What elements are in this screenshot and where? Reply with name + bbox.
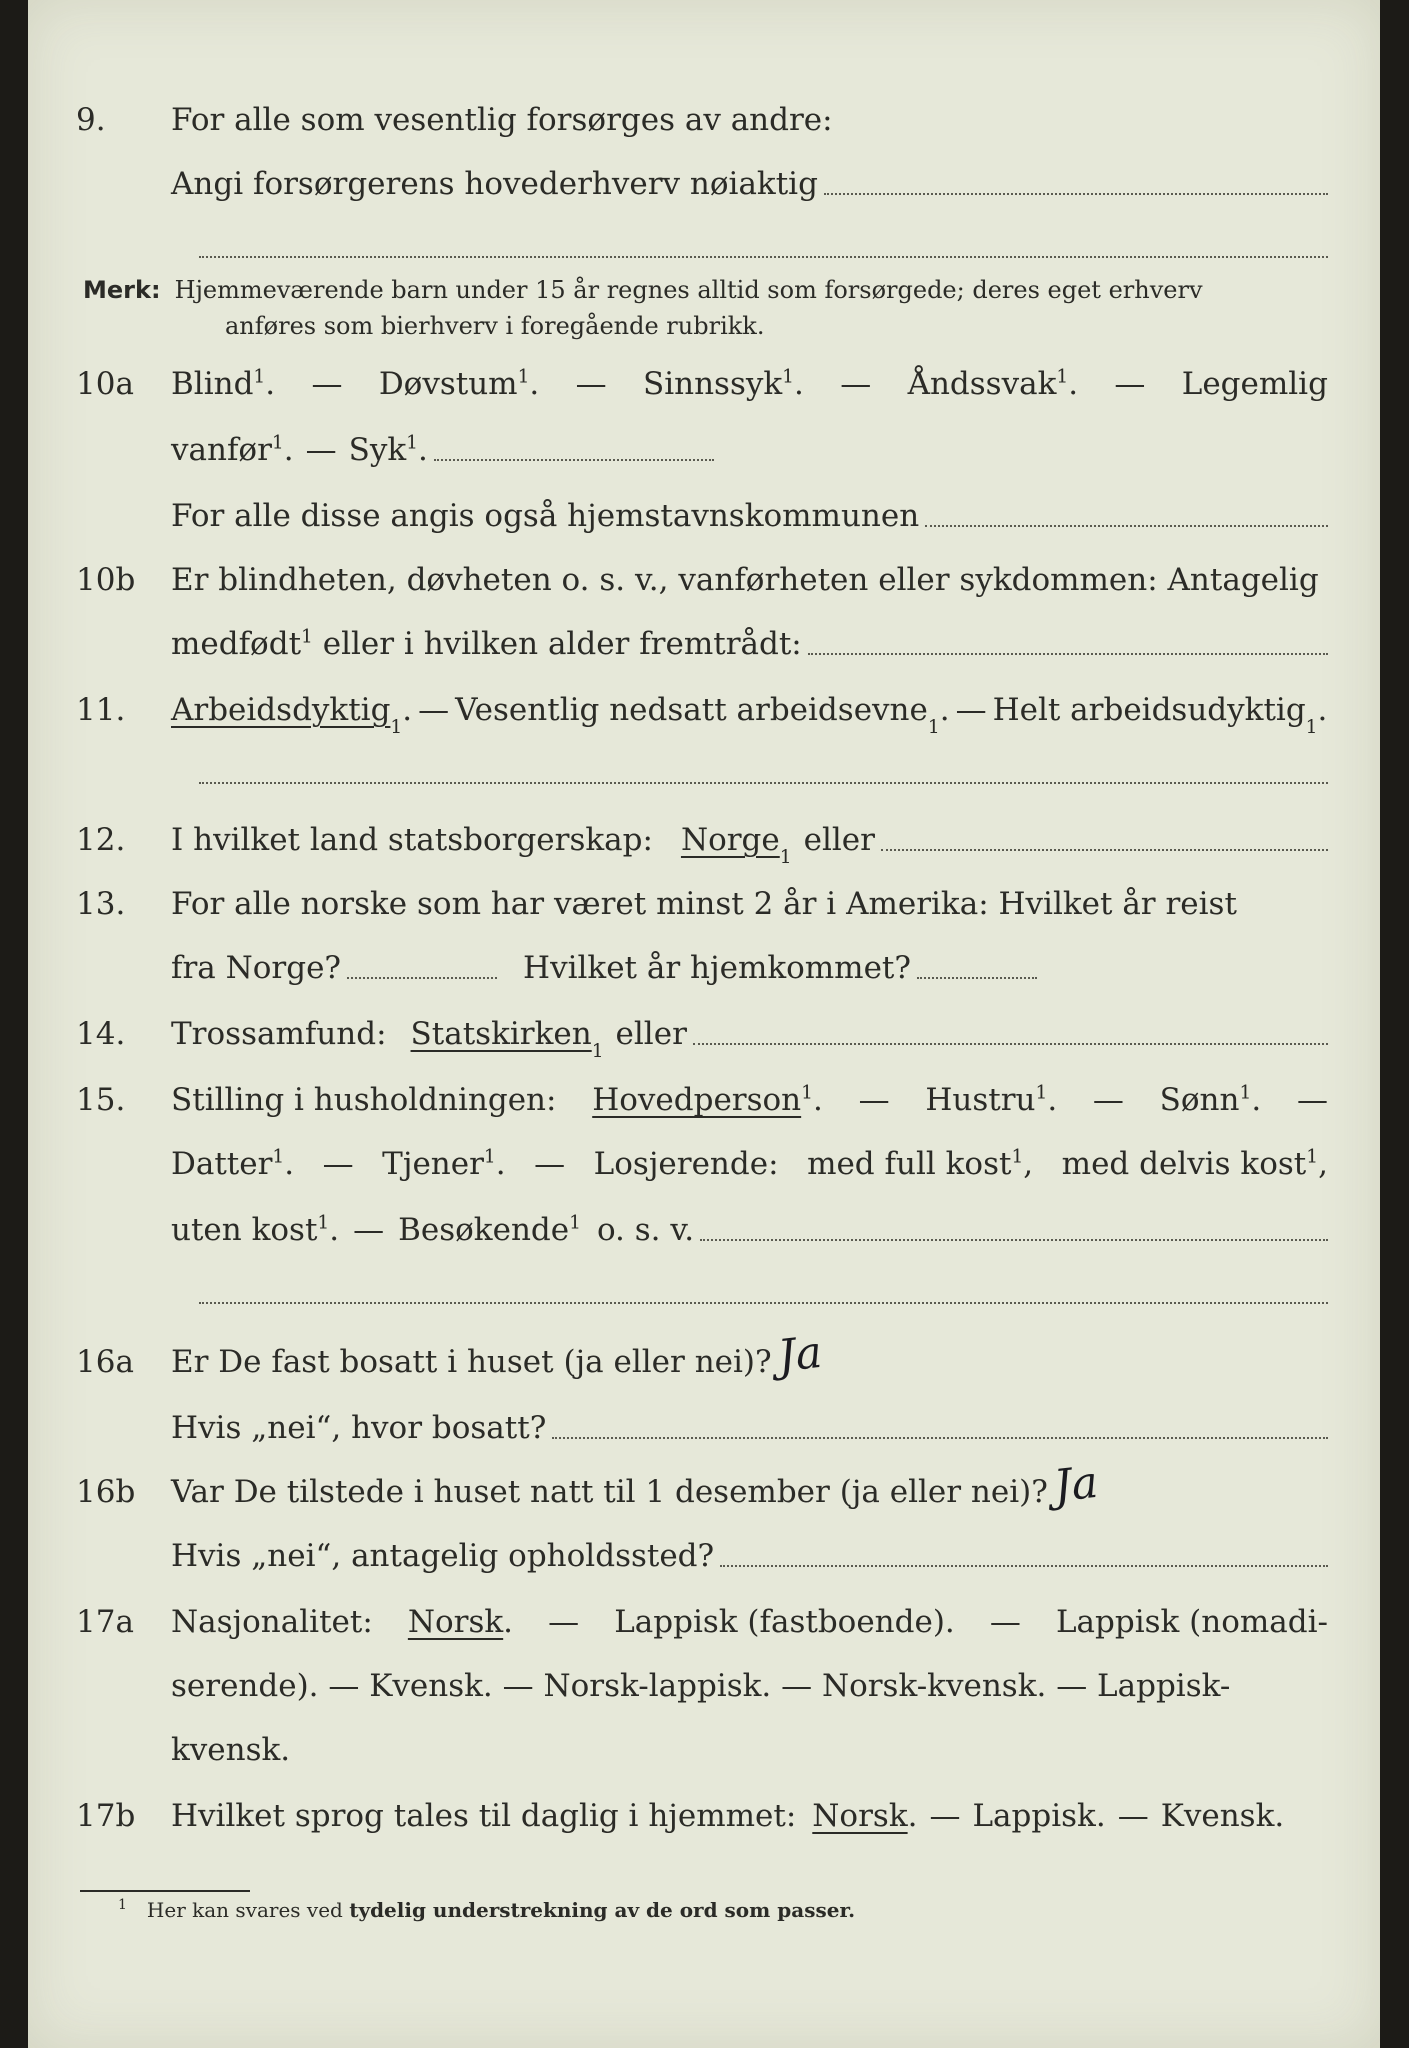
question-15-line2: Datter$^1$. — Tjener$^1$. — Losjerende: med full kost$^1$, med delvis kost$^1$, (171, 1146, 1328, 1182)
question-13 (28, 882, 1380, 926)
answer-line[interactable] (808, 652, 1328, 655)
question-16a-line2: Hvis „nei“, hvor bosatt? (28, 1406, 1380, 1450)
option-lappisk[interactable]: Lappisk (972, 1798, 1096, 1834)
option-vesentlig-nedsatt[interactable]: Vesentlig nedsatt arbeidsevne (455, 692, 928, 728)
question-text: For alle som vesentlig forsørges av andre: (171, 102, 833, 138)
answer-line[interactable] (700, 1238, 1328, 1241)
option-legemlig[interactable]: Legemlig (1181, 366, 1328, 402)
option-helt-arbeidsudyktig[interactable]: Helt arbeidsudyktig (992, 692, 1306, 728)
footnote: $^1$ Her kan svares ved tydelig understrekning av de ord som passer. (118, 1897, 856, 1922)
answer-line[interactable] (881, 848, 1328, 851)
question-11: 11. Arbeidsdyktig 1 . — Vesentlig nedsatt arbeidsevne 1 . — Helt arbeidsudyktig 1 . (76, 692, 1328, 738)
question-10a: 10a Blind$^1$. — Døvstum$^1$. — Sinnssyk$^1$. — Åndssvak$^1$. — Legemlig (76, 366, 1328, 402)
answer-line[interactable] (347, 976, 497, 979)
option-sonn[interactable]: Sønn$^1$. (1159, 1082, 1262, 1118)
answer-line[interactable] (199, 1302, 1328, 1304)
question-text: I hvilket land statsborgerskap: (171, 822, 653, 858)
answer-line[interactable] (434, 458, 714, 461)
question-15: 15. Stilling i husholdningen: Hovedperson$^1$. — Hustru$^1$. — Sønn$^1$. — (76, 1082, 1328, 1118)
note-text: Hjemmeværende barn under 15 år regnes alltid som forsørgede; deres eget erhverv (174, 276, 1203, 304)
answer-line[interactable] (917, 976, 1037, 979)
question-number: 13. (76, 886, 126, 922)
question-17b: 17b Hvilket sprog tales til daglig i hjemmet: Norsk . — Lappisk . — Kvensk . (76, 1798, 1285, 1834)
answer-line[interactable] (720, 1564, 1328, 1567)
question-number: 17b (76, 1798, 136, 1834)
option-datter[interactable]: Datter$^1$. (171, 1146, 295, 1182)
question-number: 16b (76, 1474, 136, 1510)
question-number: 10a (76, 366, 134, 402)
question-text: medfødt$^1$ eller i hvilken alder fremtrådt: (171, 626, 802, 662)
question-10a-line3 (28, 494, 1380, 538)
question-number: 10b (76, 562, 136, 598)
answer-line[interactable] (199, 782, 1328, 784)
question-15-line3: uten kost$^1$. — Besøkende$^1$ o. s. v. (28, 1208, 1380, 1252)
answer-line[interactable] (552, 1436, 1328, 1439)
question-10b-line2 (28, 622, 1380, 666)
question-number: 17a (76, 1604, 134, 1640)
question-16a: 16a Er De fast bosatt i huset (ja eller nei)? Ja (76, 1326, 825, 1383)
question-9 (28, 98, 1380, 142)
question-12: 12. I hvilket land statsborgerskap: Norge 1 eller (28, 818, 1380, 862)
option-norge-selected[interactable]: Norge (680, 822, 780, 858)
question-text: For alle disse angis også hjemstavnskommunen (171, 498, 920, 534)
question-number: 16a (76, 1344, 134, 1380)
question-text: serende). — Kvensk. — Norsk-lappisk. — Norsk-kvensk. — Lappisk- (171, 1668, 1231, 1704)
note-label: Merk: (83, 276, 161, 304)
question-13-line2: fra Norge? Hvilket år hjemkommet? (28, 946, 1380, 990)
question-text: kvensk. (171, 1732, 291, 1768)
option-tjener[interactable]: Tjener$^1$. (382, 1146, 506, 1182)
question-9-line2 (28, 162, 1380, 206)
option-syk[interactable]: Syk$^1$. (348, 432, 428, 468)
note-merk (83, 272, 1328, 344)
option-vanfor[interactable]: vanfør$^1$. (171, 432, 294, 468)
question-number: 9. (76, 102, 106, 138)
answer-line[interactable] (824, 192, 1328, 195)
question-17a-line2 (28, 1664, 1380, 1708)
question-17a: 17a Nasjonalitet: Norsk. — Lappisk (fastboende). — Lappisk (nomadi- (76, 1604, 1328, 1640)
option-besokende[interactable]: Besøkende$^1$ (398, 1212, 581, 1248)
option-uten-kost[interactable]: uten kost$^1$. (171, 1212, 340, 1248)
option-lappisk-fastboende[interactable]: Lappisk (fastboende). (614, 1604, 955, 1640)
question-number: 12. (76, 822, 126, 858)
question-10a-line2: vanfør$^1$. — Syk$^1$. (28, 428, 1380, 472)
option-norsk-selected[interactable]: Norsk (407, 1604, 504, 1640)
option-andssvak[interactable]: Åndssvak$^1$. (907, 366, 1079, 402)
question-number: 11. (76, 692, 126, 728)
handwritten-answer[interactable]: Ja (1051, 1456, 1101, 1513)
answer-line[interactable] (693, 1042, 1328, 1045)
answer-line[interactable] (199, 256, 1328, 258)
question-number: 14. (76, 1016, 126, 1052)
question-number: 15. (76, 1082, 126, 1118)
option-norsk-selected[interactable]: Norsk (812, 1798, 908, 1834)
option-delvis-kost[interactable]: med delvis kost$^1$, (1061, 1146, 1328, 1182)
option-sinnssyk[interactable]: Sinnssyk$^1$. (642, 366, 804, 402)
option-hovedperson-selected[interactable]: Hovedperson$^1$. (592, 1082, 823, 1118)
question-17a-line3 (28, 1728, 1380, 1772)
option-hustru[interactable]: Hustru$^1$. (925, 1082, 1058, 1118)
option-kvensk[interactable]: Kvensk (1160, 1798, 1275, 1834)
question-14: 14. Trossamfund: Statskirken 1 eller (28, 1012, 1380, 1056)
option-dovstum[interactable]: Døvstum$^1$. (378, 366, 540, 402)
option-blind[interactable]: Blind$^1$. (171, 366, 276, 402)
option-lappisk-nomadiserende[interactable]: Lappisk (nomadi- (1055, 1604, 1328, 1640)
census-form-page (28, 0, 1380, 2048)
answer-line[interactable] (925, 524, 1328, 527)
question-text: For alle norske som har været minst 2 år i Amerika: Hvilket år reist (171, 886, 1237, 922)
handwritten-answer[interactable]: Ja (775, 1326, 825, 1383)
question-text: Er blindheten, døvheten o. s. v., vanførheten eller sykdommen: Antagelig (171, 562, 1319, 598)
note-text: anføres som bierhverv i foregående rubrikk. (225, 312, 765, 340)
option-full-kost[interactable]: med full kost$^1$, (807, 1146, 1034, 1182)
question-10b (28, 558, 1380, 602)
question-text: Angi forsørgerens hovederhverv nøiaktig (171, 166, 818, 202)
footnote-rule (80, 1890, 250, 1892)
option-arbeidsdyktig-selected[interactable]: Arbeidsdyktig (171, 692, 391, 728)
question-16b-line2: Hvis „nei“, antagelig opholdssted? (28, 1534, 1380, 1578)
question-16b: 16b Var De tilstede i huset natt til 1 desember (ja eller nei)? Ja (76, 1456, 1101, 1513)
option-statskirken-selected[interactable]: Statskirken (410, 1016, 592, 1052)
